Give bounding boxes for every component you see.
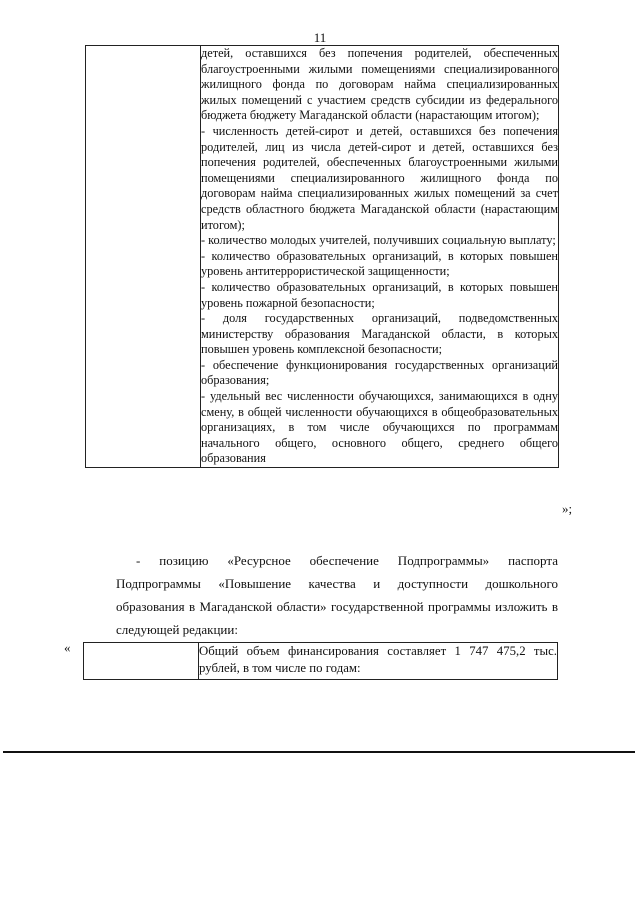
page-number: 11 — [313, 30, 327, 45]
table-right-cell — [201, 46, 559, 468]
amendment-paragraph: - позицию «Ресурсное обеспечение Подпрограммы» паспорта Подпрограммы «Повышение качества и доступности дошкольного образования в Магаданской области» государственной программы изложить в следующей редакции: — [116, 553, 558, 637]
indicator-item: - количество молодых учителей, получивших социальную выплату; — [201, 233, 556, 248]
resource-table-right-cell: Общий объем финансирования составляет 1 747 475,2 тыс. рублей, в том числе по годам: — [199, 643, 558, 680]
indicator-item: - удельный вес численности обучающихся, занимающихся в одну смену, в общей численности обучающихся в общеобразовательных организациях, в том числе обучающихся по программам начального общего, основного общего, среднего общего образования — [201, 389, 558, 466]
footer-divider — [3, 751, 635, 753]
indicator-item: - численность детей-сирот и детей, оставшихся без попечения родителей, лиц из числа детей-сирот и детей, оставшихся без попечения родителей, обеспеченных благоустроенными жилыми помещениями специализированного жилищного фонда по договорам найма специализированных жилых помещений за счет средств областного бюджета Магаданской области (нарастающим итогом); — [201, 123, 558, 232]
indicator-item: - обеспечение функционирования государственных организаций образования; — [201, 357, 558, 388]
passport-table-continuation — [85, 45, 559, 468]
indicator-item: - доля государственных организаций, подведомственных министерству образования Магаданской области, в которых повышен уровень комплексной безопасности; — [201, 311, 558, 357]
resource-table-left-cell — [84, 643, 199, 680]
resource-table — [83, 642, 558, 680]
indicator-item: - количество образовательных организаций, в которых повышен уровень пожарной безопасности; — [201, 279, 558, 310]
closing-quote-mark: »; — [562, 501, 573, 516]
opening-quote-mark: « — [64, 640, 71, 655]
indicator-item: - количество образовательных организаций, в которых повышен уровень антитеррористической защищенности; — [201, 248, 558, 279]
indicator-item: детей, оставшихся без попечения родителей, обеспеченных благоустроенными жилыми помещениями специализированного жилищного фонда по договорам найма специализированных жилых помещений с участием средств субсидии из федерального бюджета бюджету Магаданской области (нарастающим итогом); — [201, 46, 558, 123]
table-left-cell — [86, 46, 201, 468]
